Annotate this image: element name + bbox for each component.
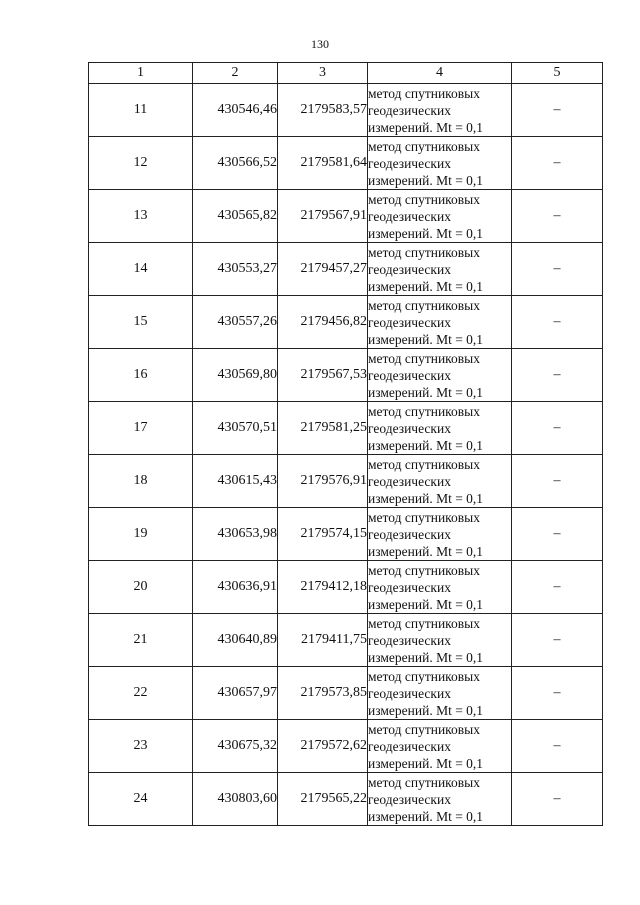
x-coordinate-cell: 430803,60 xyxy=(193,773,278,826)
table-row xyxy=(89,190,603,243)
y-coordinate-cell: 2179412,18 xyxy=(278,561,368,614)
method-text-line: измерений. Mt = 0,1 xyxy=(368,808,484,824)
point-number-cell: 22 xyxy=(89,667,193,720)
point-number-cell: 17 xyxy=(89,402,193,455)
column-5-cell: – xyxy=(512,455,603,508)
method-text-line: метод спутниковых xyxy=(368,615,480,631)
y-coordinate-cell: 2179581,64 xyxy=(278,137,368,190)
table-row xyxy=(89,84,603,137)
y-coordinate-cell: 2179573,85 xyxy=(278,667,368,720)
point-number-cell: 12 xyxy=(89,137,193,190)
y-coordinate-cell: 2179565,22 xyxy=(278,773,368,826)
y-coordinate-cell: 2179572,62 xyxy=(278,720,368,773)
y-coordinate-cell: 2179456,82 xyxy=(278,296,368,349)
column-header: 1 xyxy=(89,63,193,84)
column-5-cell: – xyxy=(512,508,603,561)
point-number-cell: 11 xyxy=(89,84,193,137)
y-coordinate-cell: 2179457,27 xyxy=(278,243,368,296)
method-text-line: измерений. Mt = 0,1 xyxy=(368,437,484,453)
method-text-line: измерений. Mt = 0,1 xyxy=(368,278,484,294)
point-number-cell: 21 xyxy=(89,614,193,667)
column-5-cell: – xyxy=(512,84,603,137)
method-text-line: геодезических xyxy=(368,261,451,277)
y-coordinate-cell: 2179581,25 xyxy=(278,402,368,455)
method-text-line: метод спутниковых xyxy=(368,721,480,737)
method-text-line: геодезических xyxy=(368,791,451,807)
method-cell xyxy=(368,243,512,296)
method-cell xyxy=(368,508,512,561)
x-coordinate-cell: 430566,52 xyxy=(193,137,278,190)
method-text-line: измерений. Mt = 0,1 xyxy=(368,543,484,559)
method-text-line: метод спутниковых xyxy=(368,562,480,578)
coordinates-table xyxy=(88,62,603,826)
method-text-line: метод спутниковых xyxy=(368,350,480,366)
method-text-line: метод спутниковых xyxy=(368,297,480,313)
method-text-line: измерений. Mt = 0,1 xyxy=(368,331,484,347)
method-text-line: метод спутниковых xyxy=(368,509,480,525)
method-text-line: геодезических xyxy=(368,367,451,383)
method-text-line: геодезических xyxy=(368,579,451,595)
point-number-cell: 13 xyxy=(89,190,193,243)
method-cell xyxy=(368,296,512,349)
x-coordinate-cell: 430546,46 xyxy=(193,84,278,137)
table-row xyxy=(89,243,603,296)
table-row xyxy=(89,614,603,667)
column-5-cell: – xyxy=(512,402,603,455)
method-text-line: измерений. Mt = 0,1 xyxy=(368,596,484,612)
method-text-line: измерений. Mt = 0,1 xyxy=(368,119,484,135)
method-text-line: измерений. Mt = 0,1 xyxy=(368,649,484,665)
method-text-line: метод спутниковых xyxy=(368,456,480,472)
method-cell xyxy=(368,402,512,455)
x-coordinate-cell: 430675,32 xyxy=(193,720,278,773)
column-header: 3 xyxy=(278,63,368,84)
point-number-cell: 14 xyxy=(89,243,193,296)
method-cell xyxy=(368,190,512,243)
table-row xyxy=(89,455,603,508)
method-cell xyxy=(368,773,512,826)
column-5-cell: – xyxy=(512,349,603,402)
table-row xyxy=(89,137,603,190)
table-row xyxy=(89,561,603,614)
method-cell xyxy=(368,614,512,667)
column-5-cell: – xyxy=(512,243,603,296)
method-text-line: геодезических xyxy=(368,738,451,754)
column-5-cell: – xyxy=(512,190,603,243)
page-number: 130 xyxy=(311,37,329,51)
method-text-line: геодезических xyxy=(368,420,451,436)
method-cell xyxy=(368,667,512,720)
x-coordinate-cell: 430557,26 xyxy=(193,296,278,349)
method-text-line: метод спутниковых xyxy=(368,191,480,207)
method-text-line: измерений. Mt = 0,1 xyxy=(368,384,484,400)
x-coordinate-cell: 430565,82 xyxy=(193,190,278,243)
y-coordinate-cell: 2179411,75 xyxy=(278,614,368,667)
method-cell xyxy=(368,455,512,508)
method-text-line: метод спутниковых xyxy=(368,138,480,154)
table-row xyxy=(89,773,603,826)
x-coordinate-cell: 430653,98 xyxy=(193,508,278,561)
method-text-line: метод спутниковых xyxy=(368,774,480,790)
x-coordinate-cell: 430640,89 xyxy=(193,614,278,667)
method-text-line: геодезических xyxy=(368,155,451,171)
method-text-line: метод спутниковых xyxy=(368,85,480,101)
table-header-row xyxy=(89,63,603,84)
y-coordinate-cell: 2179567,53 xyxy=(278,349,368,402)
point-number-cell: 20 xyxy=(89,561,193,614)
method-text-line: метод спутниковых xyxy=(368,244,480,260)
x-coordinate-cell: 430657,97 xyxy=(193,667,278,720)
column-5-cell: – xyxy=(512,296,603,349)
y-coordinate-cell: 2179567,91 xyxy=(278,190,368,243)
point-number-cell: 16 xyxy=(89,349,193,402)
method-text-line: геодезических xyxy=(368,208,451,224)
method-text-line: геодезических xyxy=(368,473,451,489)
x-coordinate-cell: 430569,80 xyxy=(193,349,278,402)
method-text-line: метод спутниковых xyxy=(368,668,480,684)
x-coordinate-cell: 430553,27 xyxy=(193,243,278,296)
table-row xyxy=(89,402,603,455)
method-text-line: геодезических xyxy=(368,102,451,118)
point-number-cell: 18 xyxy=(89,455,193,508)
method-text-line: измерений. Mt = 0,1 xyxy=(368,702,484,718)
column-header: 2 xyxy=(193,63,278,84)
column-5-cell: – xyxy=(512,561,603,614)
y-coordinate-cell: 2179583,57 xyxy=(278,84,368,137)
method-text-line: геодезических xyxy=(368,526,451,542)
method-cell xyxy=(368,720,512,773)
point-number-cell: 24 xyxy=(89,773,193,826)
method-cell xyxy=(368,349,512,402)
column-5-cell: – xyxy=(512,773,603,826)
method-text-line: метод спутниковых xyxy=(368,403,480,419)
method-cell xyxy=(368,84,512,137)
table-row xyxy=(89,720,603,773)
table-row xyxy=(89,667,603,720)
method-text-line: геодезических xyxy=(368,685,451,701)
y-coordinate-cell: 2179574,15 xyxy=(278,508,368,561)
x-coordinate-cell: 430570,51 xyxy=(193,402,278,455)
table-row xyxy=(89,296,603,349)
method-text-line: измерений. Mt = 0,1 xyxy=(368,172,484,188)
method-text-line: измерений. Mt = 0,1 xyxy=(368,490,484,506)
column-5-cell: – xyxy=(512,667,603,720)
column-header: 4 xyxy=(368,63,512,84)
column-5-cell: – xyxy=(512,720,603,773)
point-number-cell: 19 xyxy=(89,508,193,561)
point-number-cell: 23 xyxy=(89,720,193,773)
column-5-cell: – xyxy=(512,614,603,667)
column-header: 5 xyxy=(512,63,603,84)
method-text-line: измерений. Mt = 0,1 xyxy=(368,225,484,241)
table-row xyxy=(89,508,603,561)
x-coordinate-cell: 430636,91 xyxy=(193,561,278,614)
x-coordinate-cell: 430615,43 xyxy=(193,455,278,508)
table-body xyxy=(89,84,603,826)
method-cell xyxy=(368,137,512,190)
column-5-cell: – xyxy=(512,137,603,190)
method-text-line: геодезических xyxy=(368,632,451,648)
table-row xyxy=(89,349,603,402)
method-text-line: измерений. Mt = 0,1 xyxy=(368,755,484,771)
method-cell xyxy=(368,561,512,614)
point-number-cell: 15 xyxy=(89,296,193,349)
method-text-line: геодезических xyxy=(368,314,451,330)
y-coordinate-cell: 2179576,91 xyxy=(278,455,368,508)
